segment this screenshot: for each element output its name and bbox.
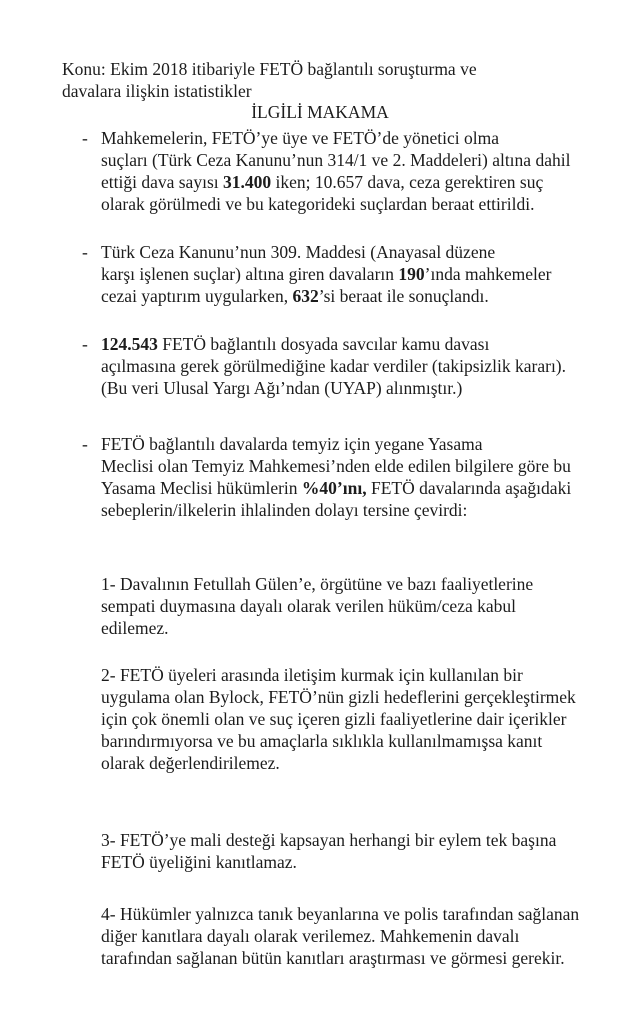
bold-figure: 124.543 xyxy=(101,334,158,354)
principle-item-3: 3- FETÖ’ye mali desteği kapsayan herhangi bir eylem tek başına FETÖ üyeliğini kanıtlamaz. xyxy=(101,830,557,872)
subject-line-1: Konu: Ekim 2018 itibariyle FETÖ bağlantılı soruşturma ve xyxy=(62,59,477,79)
bullet-body: Mahkemelerin, FETÖ’ye üye ve FETÖ’de yönetici olma suçları (Türk Ceza Kanunu’nun 314/1 ve 2. Maddeleri) altına dahil ettiği dava sayısı 31.400 iken; 10.657 dava, ceza gerektiren suç olarak görülmedi ve bu kategorideki suçlardan beraat ettirildi. xyxy=(101,128,571,214)
bullet-article-309 xyxy=(82,241,582,307)
bullet-body: 124.543 FETÖ bağlantılı dosyada savcılar kamu davası açılmasına gerek görülmediğine kadar verdiler (takipsizlik kararı). (Bu veri Ulusal Yargı Ağı’ndan (UYAP) alınmıştır.) xyxy=(101,334,567,398)
bold-figure: 190 xyxy=(398,264,425,284)
subject-heading xyxy=(62,58,582,102)
bullet-dash: - xyxy=(82,128,88,148)
bold-figure: 31.400 xyxy=(223,172,272,192)
bullet-body: Türk Ceza Kanunu’nun 309. Maddesi (Anayasal düzene karşı işlenen suçlar) altına giren davaların 190’ında mahkemeler cezai yaptırım uygularken, 632’si beraat ile sonuçlandı. xyxy=(101,242,552,306)
bold-figure: %40’ını, xyxy=(301,478,367,498)
addressee-title: İLGİLİ MAKAMA xyxy=(251,102,389,122)
bullet-non-prosecution xyxy=(82,333,582,399)
bullet-appeals xyxy=(82,433,582,521)
bullet-dash: - xyxy=(82,334,88,354)
principle-item-2: 2- FETÖ üyeleri arasında iletişim kurmak için kullanılan bir uygulama olan Bylock, FETÖ’nün gizli hedeflerini gerçekleştirmek için çok önemli olan ve suç içeren gizli faaliyetlerine dair içerikler barındırmıyorsa ve bu amaçlarla sıklıkla kullanılmamışsa kanıt olarak değerlendirilemez. xyxy=(101,665,576,773)
principle-item-1: 1- Davalının Fetullah Gülen’e, örgütüne ve bazı faaliyetlerine sempati duymasına dayalı olarak verilen hüküm/ceza kabul edilemez. xyxy=(101,574,534,638)
bullet-dash: - xyxy=(82,434,88,454)
principle-item-4: 4- Hükümler yalnızca tanık beyanlarına ve polis tarafından sağlanan diğer kanıtlara dayalı olarak verilemez. Mahkemenin davalı tarafından sağlanan bütün kanıtları araştırması ve görmesi gerekir. xyxy=(101,904,580,968)
bullet-dash: - xyxy=(82,242,88,262)
subject-line-2: davalara ilişkin istatistikler xyxy=(62,81,252,101)
bullet-case-count xyxy=(82,127,582,215)
bold-figure: 632 xyxy=(292,286,319,306)
bullet-body: FETÖ bağlantılı davalarda temyiz için yegane Yasama Meclisi olan Temyiz Mahkemesi’nden elde edilen bilgilere göre bu Yasama Meclisi hükümlerin %40’ını, FETÖ davalarında aşağıdaki sebeplerin/ilkelerin ihlalinden dolayı tersine çevirdi: xyxy=(101,434,572,520)
